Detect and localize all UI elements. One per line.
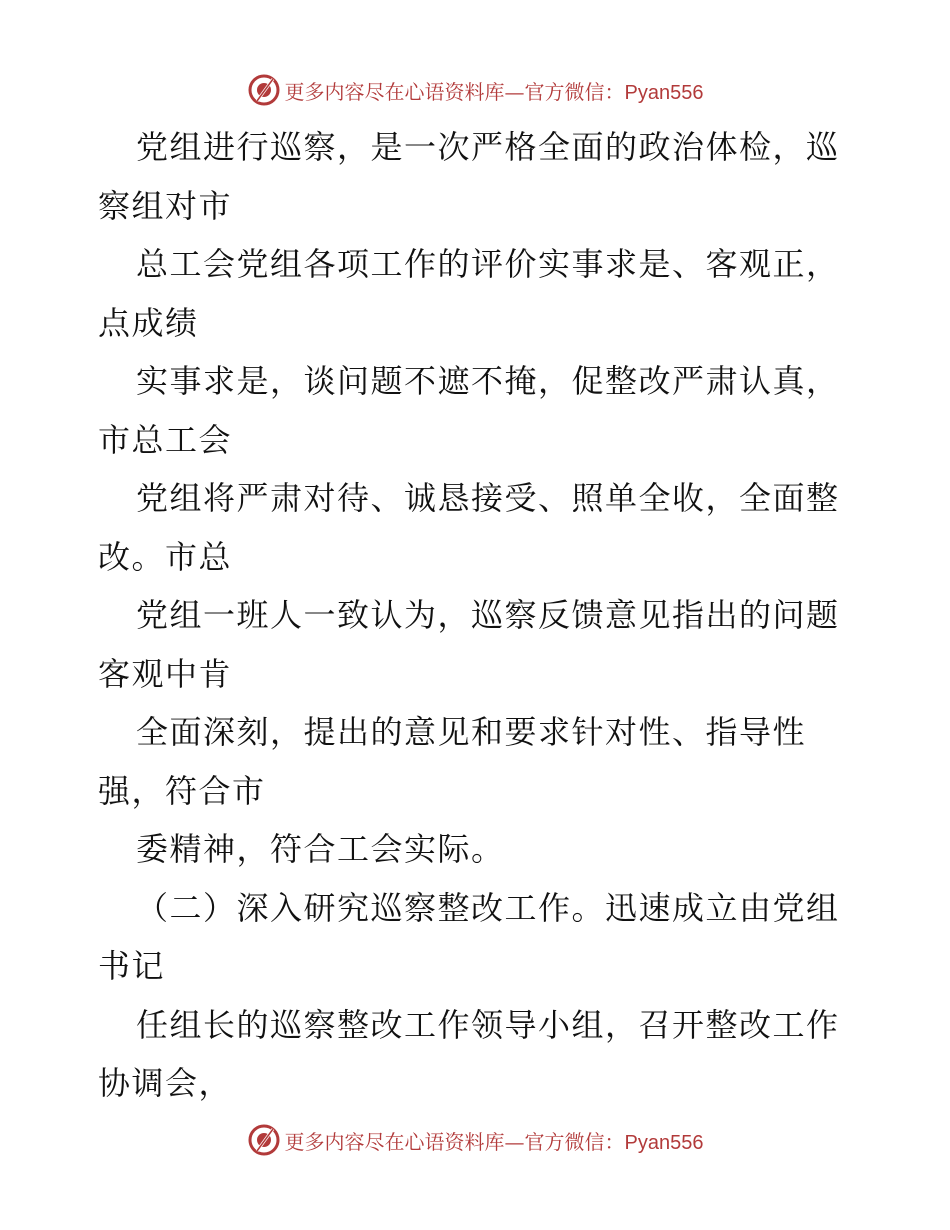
text-line: 改。市总 <box>98 537 233 576</box>
header-banner <box>0 70 950 110</box>
text-line: 党组一班人一致认为，巡察反馈意见指出的问题 <box>136 596 840 634</box>
banner-text: 更多内容尽在心语资料库—官方微信：Pyan556 <box>284 1129 704 1154</box>
text-line: 党组将严肃对待、诚恳接受、照单全收，全面整 <box>136 479 840 517</box>
footer-banner <box>0 1120 950 1160</box>
text-line: 察组对市 <box>98 186 233 225</box>
logo-icon <box>247 1123 281 1157</box>
text-line: 任组长的巡察整改工作领导小组，召开整改工作 <box>136 1005 840 1044</box>
text-line: （二）深入研究巡察整改工作。迅速成立由党组 <box>136 888 840 927</box>
text-line: 客观中肯 <box>98 654 233 693</box>
text-line: 点成绩 <box>98 303 199 342</box>
text-line: 书记 <box>98 947 166 985</box>
text-line: 委精神，符合工会实际。 <box>136 830 505 868</box>
text-line: 协调会， <box>98 1064 233 1102</box>
text-line: 总工会党组各项工作的评价实事求是、客观正， <box>136 245 840 283</box>
text-line: 实事求是，谈问题不遮不掩，促整改严肃认真， <box>136 362 840 400</box>
banner-text: 更多内容尽在心语资料库—官方微信：Pyan556 <box>284 79 704 104</box>
text-line: 市总工会 <box>98 420 233 459</box>
logo-icon <box>247 73 281 107</box>
document-body <box>98 118 858 1113</box>
text-line: 全面深刻，提出的意见和要求针对性、指导性 <box>136 713 807 751</box>
text-line: 强，符合市 <box>98 771 266 810</box>
text-line: 党组进行巡察，是一次严格全面的政治体检，巡 <box>136 128 840 166</box>
